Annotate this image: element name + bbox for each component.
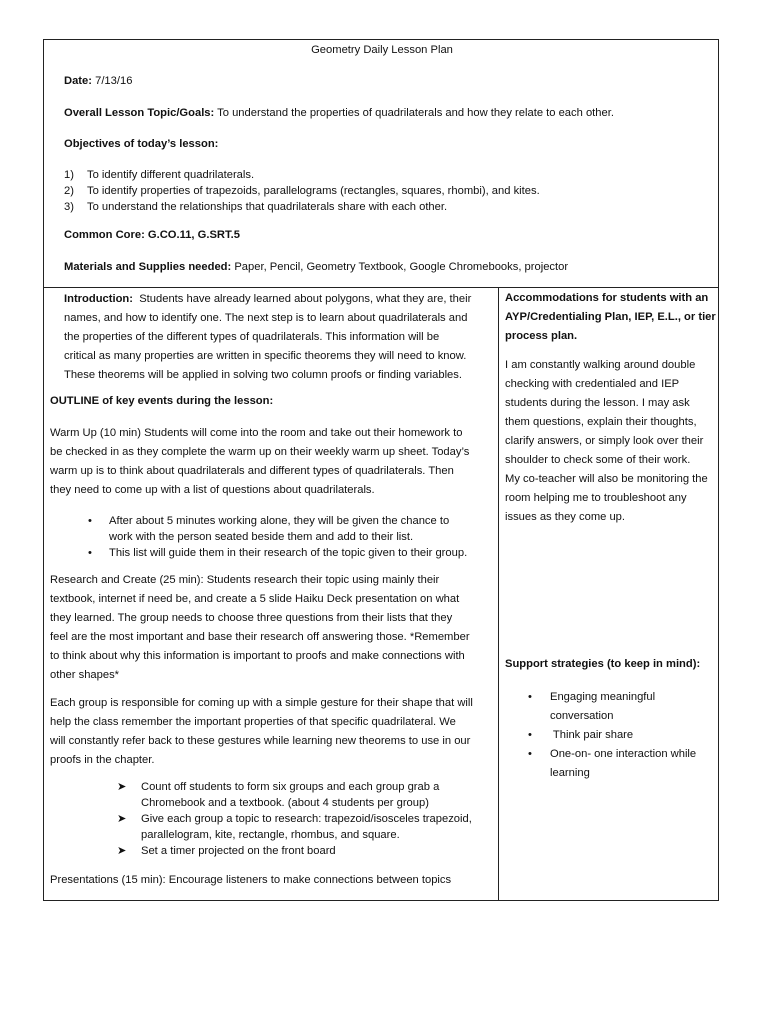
list-item: • This list will guide them in their research of the topic given to their group.: [88, 547, 468, 559]
bullet-icon: •: [88, 547, 92, 559]
page-title: Geometry Daily Lesson Plan: [311, 44, 453, 56]
introduction-label: Introduction:: [64, 293, 133, 305]
support-strategies-list: [528, 688, 696, 783]
topic-label: Overall Lesson Topic/Goals:: [64, 107, 215, 119]
date-label: Date:: [64, 75, 92, 87]
bullet-icon: •: [528, 729, 532, 741]
list-item: • Engaging meaningful conversation: [528, 688, 696, 726]
accommodations-heading: Accommodations for students with an AYP/Credentialing Plan, IEP, E.L., or tier process plan.: [505, 292, 716, 342]
arrow-bullet-icon: ➤: [117, 781, 127, 793]
objective-item: 1) To identify different quadrilaterals.: [64, 169, 255, 181]
list-item: • One-on- one interaction while learning: [528, 745, 696, 783]
outline-heading: OUTLINE of key events during the lesson:: [50, 395, 274, 407]
objective-item: 2) To identify properties of trapezoids, parallelograms (rectangles, squares, rhombi), and kites.: [64, 185, 540, 197]
accommodations-body: I am constantly walking around double checking with credentialed and IEP students during the lesson. I may ask them questions, explain their thoughts, clarify answers, or simply look over their shoulder to check some of their work. My co-teacher will also be monitoring the room helping me to troubleshoot any issues as they come up.: [505, 359, 708, 523]
arrow-bullet-icon: ➤: [117, 813, 127, 825]
materials-line: [64, 261, 568, 273]
research-block: Research and Create (25 min): Students research their topic using mainly their textbook, internet if need be, and create a 5 slide Haiku Deck presentation on what they learned. The group needs to choose three questions from their lists that they feel are the most important and base their research off answering those. *Remember to think about why this information is important to proofs and make connections with other shapes*: [50, 574, 470, 681]
row-divider: [44, 287, 718, 288]
column-divider: [498, 287, 499, 900]
list-item: ➤ Set a timer projected on the front board: [117, 845, 336, 857]
common-core: Common Core: G.CO.11, G.SRT.5: [64, 229, 240, 241]
objectives-list: [64, 167, 540, 215]
list-item: ➤ Count off students to form six groups and each group grab a Chromebook and a textbook. (about 4 students per group): [117, 781, 440, 809]
objectives-label: Objectives of today’s lesson:: [64, 138, 219, 150]
arrow-bullets: [117, 779, 472, 859]
bullet-icon: •: [88, 515, 92, 527]
list-item: ➤ Give each group a topic to research: trapezoid/isosceles trapezoid, parallelogram, kite, rectangle, rhombus, and square.: [117, 813, 472, 841]
support-strategies-heading: Support strategies (to keep in mind):: [505, 658, 701, 670]
gesture-block: Each group is responsible for coming up with a simple gesture for their shape that will help the class remember the important properties of that specific quadrilateral. We will constantly refer back to these gestures while learning new theorems to use in our proofs in the chapter.: [50, 697, 473, 766]
date-line: [64, 75, 132, 87]
warmup-block: Warm Up (10 min) Students will come into the room and take out their homework to be checked in as they complete the warm up on their weekly warm up sheet. Today’s warm up is to think about quadrilaterals and different types of quadrilaterals. Then they need to come up with a list of questions about quadrilaterals.: [50, 427, 470, 496]
bullet-icon: •: [528, 748, 532, 760]
warmup-bullets: [88, 513, 467, 561]
arrow-bullet-icon: ➤: [117, 845, 127, 857]
topic-value: To understand the properties of quadrilaterals and how they relate to each other.: [217, 107, 614, 119]
lesson-plan-table: [43, 39, 719, 901]
bullet-icon: •: [528, 691, 532, 703]
list-item: • Think pair share: [528, 726, 696, 745]
date-value: 7/13/16: [95, 75, 133, 87]
presentations-line: Presentations (15 min): Encourage listeners to make connections between topics: [50, 874, 452, 886]
materials-value: Paper, Pencil, Geometry Textbook, Google Chromebooks, projector: [234, 261, 569, 273]
list-item: • After about 5 minutes working alone, they will be given the chance to work with the person seated beside them and add to their list.: [88, 515, 450, 543]
objective-item: 3) To understand the relationships that quadrilaterals share with each other.: [64, 201, 448, 213]
materials-label: Materials and Supplies needed:: [64, 261, 232, 273]
introduction-block: Introduction: Students have already learned about polygons, what they are, their names, and how to identify one. The next step is to learn about quadrilaterals and the properties of the different types of quadrilaterals. This information will be critical as many properties are written in specific theorems they will need to know. These theorems will be applied in solving two column proofs or finding variables.: [64, 293, 472, 381]
topic-line: [64, 107, 614, 119]
